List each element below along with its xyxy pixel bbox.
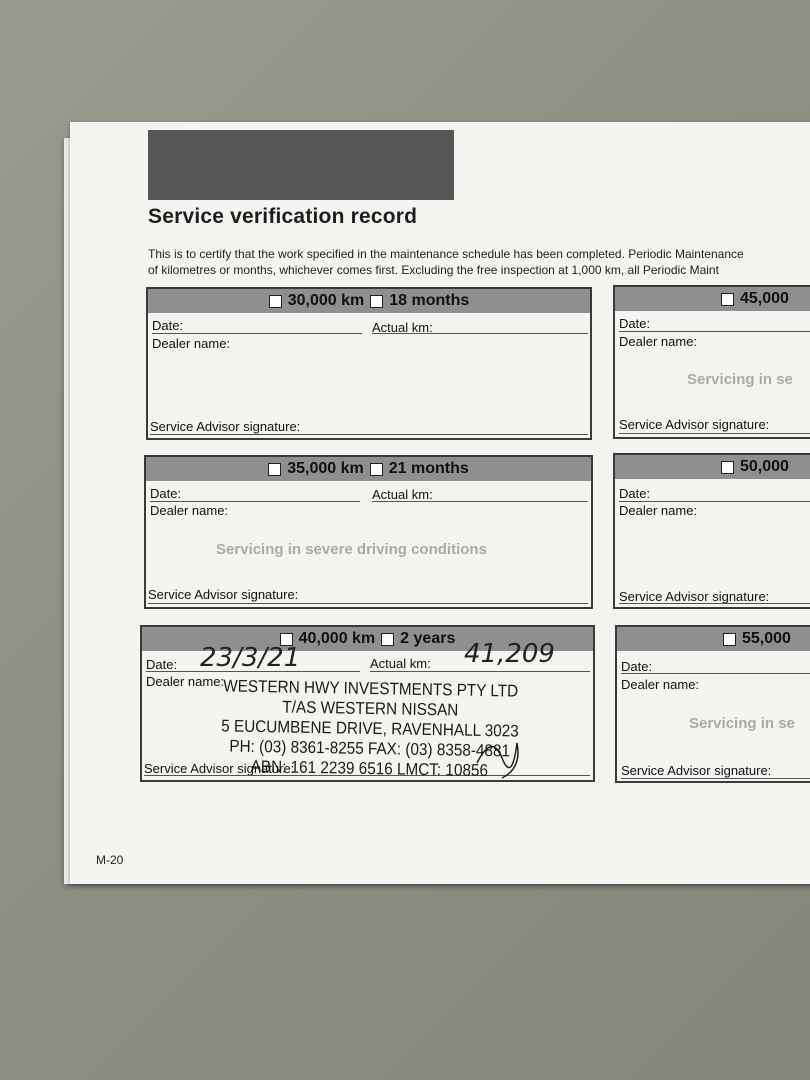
months-checkbox[interactable] [381, 633, 394, 646]
date-line [619, 331, 810, 332]
signature-label: Service Advisor signature: [148, 587, 299, 602]
km-line [372, 501, 588, 502]
date-line [619, 501, 810, 502]
stamp-line: ABN: 161 2239 6516 LMCT: 10856 [250, 756, 489, 781]
date-line [152, 333, 362, 334]
signature-label: Service Advisor signature: [619, 417, 770, 432]
handwritten-km: 41,209 [464, 639, 555, 669]
date-label: Date: [621, 659, 653, 674]
header-bar [148, 130, 454, 200]
service-card-50000 [613, 453, 810, 609]
severe-conditions-note: Servicing in se [689, 715, 795, 732]
signature-label: Service Advisor signature: [150, 419, 301, 434]
signature-label: Service Advisor signature: [619, 589, 770, 604]
page-title: Service verification record [148, 205, 418, 228]
intro-line: of kilometres or months, whichever comes first. Excluding the free inspection at 1,000 km, all Periodic Maint [148, 263, 719, 277]
signature-line [621, 778, 810, 779]
card-header [615, 287, 810, 311]
actual-km-label: Actual km: [372, 487, 433, 502]
date-label: Date: [150, 486, 182, 501]
card-header [615, 455, 810, 479]
dealer-name-label: Dealer name: [621, 677, 700, 692]
km-checkbox[interactable] [723, 633, 736, 646]
dealer-name-label: Dealer name: [146, 674, 225, 689]
months-label: 18 months [389, 292, 470, 309]
km-label: 45,000 [740, 290, 789, 307]
months-label: 21 months [388, 460, 469, 477]
booklet-page [70, 122, 810, 884]
stamp-line: T/AS WESTERN NISSAN [282, 697, 459, 720]
service-card-30000 [146, 287, 592, 440]
months-label: 2 years [400, 630, 456, 647]
actual-km-label: Actual km: [370, 656, 431, 671]
service-card-55000 [615, 625, 810, 783]
card-header [148, 289, 590, 313]
km-line [370, 671, 590, 672]
km-label: 30,000 km [287, 292, 365, 309]
severe-conditions-note: Servicing in se [687, 371, 793, 388]
date-label: Date: [619, 316, 651, 331]
service-card-45000 [613, 285, 810, 439]
km-label: 50,000 [740, 458, 789, 475]
handwritten-date: 23/3/21 [200, 643, 301, 673]
km-checkbox[interactable] [721, 293, 734, 306]
date-line [150, 501, 360, 502]
km-line [372, 333, 588, 334]
dealer-name-label: Dealer name: [150, 503, 229, 518]
signature-line [148, 603, 588, 604]
date-line [621, 673, 810, 674]
months-checkbox[interactable] [370, 295, 383, 308]
stamp-line: PH: (03) 8361-8255 FAX: (03) 8358-4881 [229, 736, 511, 761]
stamp-line: WESTERN HWY INVESTMENTS PTY LTD [223, 676, 519, 701]
signature-label: Service Advisor signature: [621, 763, 772, 778]
severe-conditions-note: Servicing in severe driving conditions [216, 541, 487, 558]
page-number: M-20 [96, 853, 124, 867]
dealer-name-label: Dealer name: [152, 336, 231, 351]
card-header [617, 627, 810, 651]
intro-line: This is to certify that the work specified in the maintenance schedule has been completed. Periodic Maintenance [148, 247, 744, 261]
km-checkbox[interactable] [269, 295, 282, 308]
signature-line [619, 433, 810, 434]
date-label: Date: [146, 657, 178, 672]
service-card-40000 [140, 625, 595, 782]
signature-line [150, 434, 588, 435]
signature-label: Service Advisor signature: [144, 761, 295, 776]
card-header [146, 457, 591, 481]
dealer-name-label: Dealer name: [619, 334, 698, 349]
service-card-35000 [144, 455, 593, 609]
signature-line [619, 603, 810, 604]
date-label: Date: [619, 486, 651, 501]
km-label: 55,000 [742, 630, 791, 647]
actual-km-label: Actual km: [372, 320, 433, 335]
km-checkbox[interactable] [721, 461, 734, 474]
km-label: 40,000 km [298, 630, 376, 647]
signature-scribble [472, 723, 532, 783]
dealer-name-label: Dealer name: [619, 503, 698, 518]
months-checkbox[interactable] [370, 463, 383, 476]
stamp-line: 5 EUCUMBENE DRIVE, RAVENHALL 3023 [221, 716, 519, 741]
intro-text [148, 246, 810, 278]
km-label: 35,000 km [287, 460, 364, 477]
km-checkbox[interactable] [268, 463, 281, 476]
date-label: Date: [152, 318, 184, 333]
